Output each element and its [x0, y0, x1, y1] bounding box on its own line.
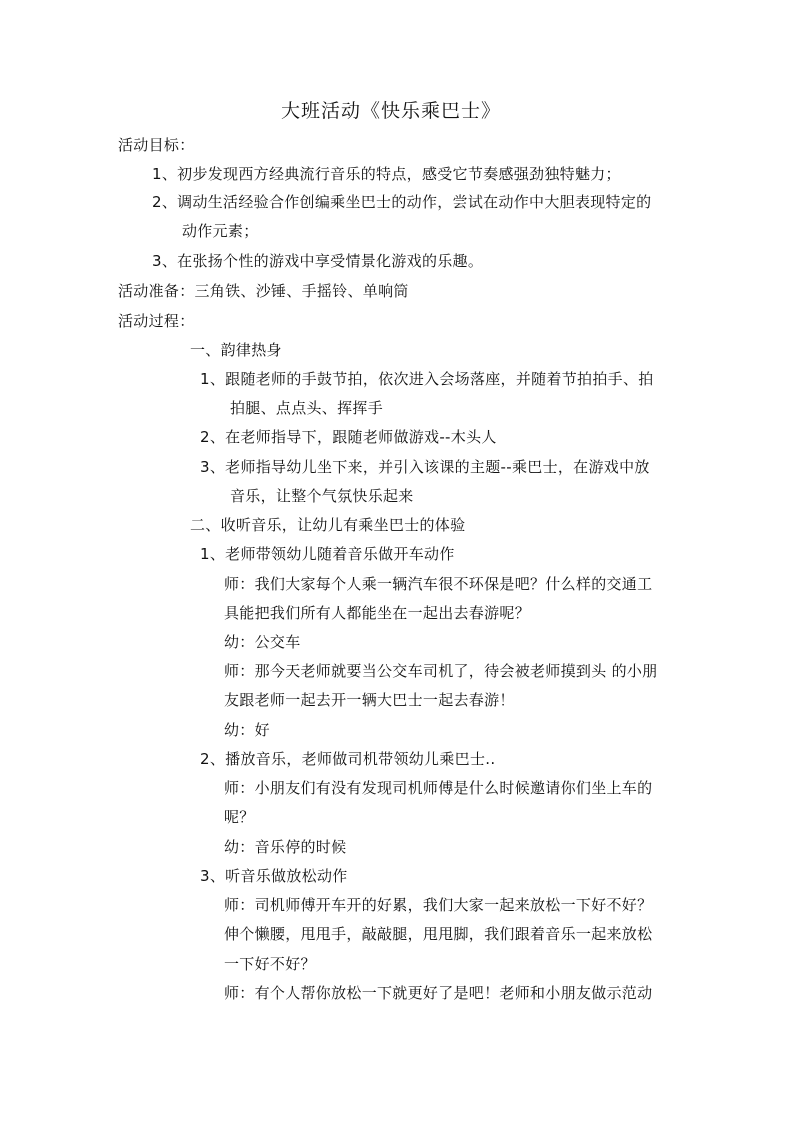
section2-line: 具能把我们所有人都能坐在一起出去春游呢？ [224, 604, 531, 622]
goal-item-2-cont: 动作元素； [182, 222, 259, 240]
goals-heading: 活动目标： [118, 136, 195, 154]
section2-line: 师：那今天老师就要当公交车司机了，待会被老师摸到头 的小朋 [224, 662, 658, 680]
section2-line: 师：司机师傅开车开的好累，我们大家一起来放松一下好不好？ [224, 896, 653, 914]
section2-line: 幼：好 [224, 721, 270, 739]
section2-line: 幼：音乐停的时候 [224, 838, 347, 856]
section2-title: 二、收听音乐，让幼儿有乘坐巴士的体验 [190, 516, 466, 534]
section2-line: 1、老师带领幼儿随着音乐做开车动作 [200, 545, 455, 563]
section2-line: 师：我们大家每个人乘一辆汽车很不环保是吧？什么样的交通工 [224, 575, 653, 593]
section1-line: 拍腿、点点头、挥挥手 [230, 399, 384, 417]
page-title: 大班活动《快乐乘巴士》 [281, 100, 502, 122]
goal-item-1: 1、初步发现西方经典流行音乐的特点，感受它节奏感强劲独特魅力； [152, 165, 621, 183]
section2-line: 3、听音乐做放松动作 [200, 867, 348, 885]
section2-line: 2、播放音乐，老师做司机带领幼儿乘巴士.. [200, 750, 496, 768]
section2-line: 伸个懒腰，甩甩手，敲敲腿，甩甩脚，我们跟着音乐一起来放松 [224, 925, 653, 943]
process-heading: 活动过程： [118, 312, 195, 330]
section2-line: 幼：公交车 [224, 633, 301, 651]
section1-line: 2、在老师指导下，跟随老师做游戏--木头人 [200, 428, 497, 446]
section2-line: 呢？ [224, 808, 255, 826]
section1-line: 音乐，让整个气氛快乐起来 [230, 487, 414, 505]
section1-title: 一、韵律热身 [190, 341, 282, 359]
prep-line: 活动准备：三角铁、沙锤、手摇铃、单响筒 [118, 282, 409, 300]
section1-line: 3、老师指导幼儿坐下来，并引入该课的主题--乘巴士，在游戏中放 [200, 458, 650, 476]
goal-item-2: 2、调动生活经验合作创编乘坐巴士的动作，尝试在动作中大胆表现特定的 [152, 193, 652, 211]
section2-line: 师：小朋友们有没有发现司机师傅是什么时候邀请你们坐上车的 [224, 779, 653, 797]
section2-line: 一下好不好？ [224, 955, 316, 973]
goal-item-3: 3、在张扬个性的游戏中享受情景化游戏的乐趣。 [152, 252, 484, 270]
section1-line: 1、跟随老师的手鼓节拍，依次进入会场落座，并随着节拍拍手、拍 [200, 370, 654, 388]
section2-line: 友跟老师一起去开一辆大巴士一起去春游！ [224, 691, 515, 709]
section2-line: 师：有个人帮你放松一下就更好了是吧！老师和小朋友做示范动 [224, 984, 653, 1002]
